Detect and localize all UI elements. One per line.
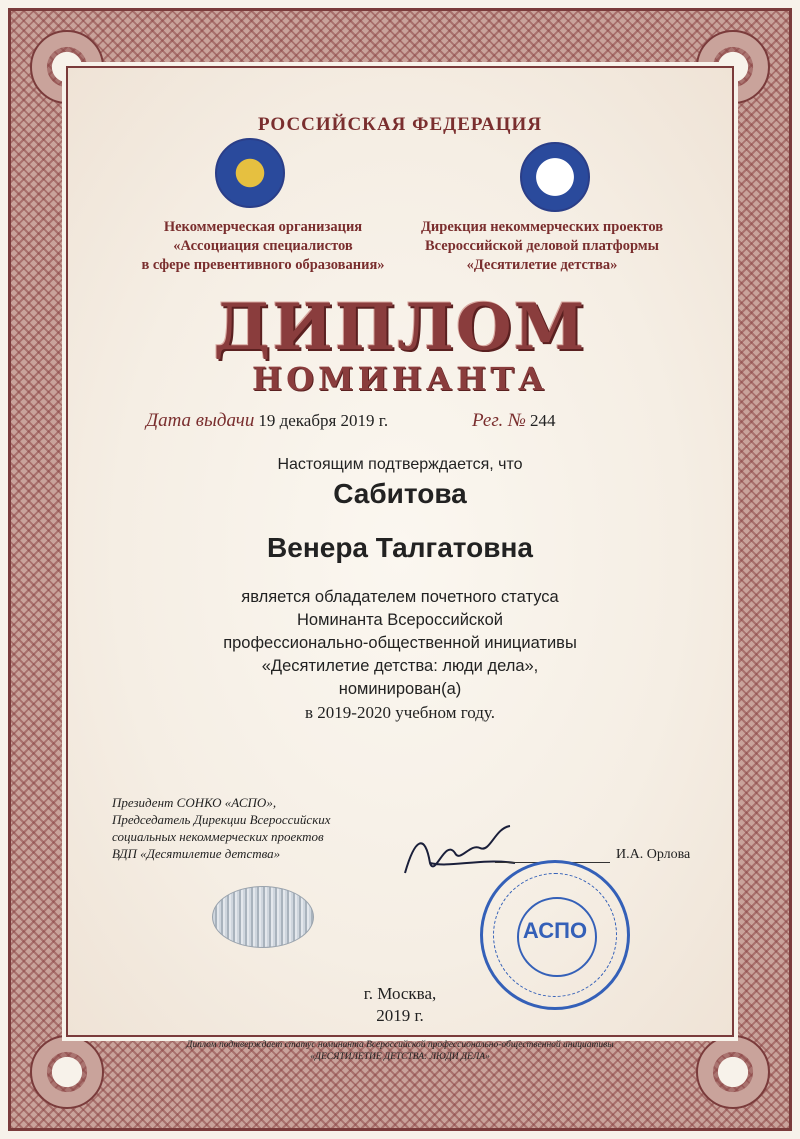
org-right-line: Дирекция некоммерческих проектов — [420, 219, 664, 235]
registration-number — [472, 410, 555, 432]
country-heading: РОССИЙСКАЯ ФЕДЕРАЦИЯ — [257, 114, 543, 135]
handwritten-signature — [400, 818, 520, 888]
statement-line: Номинанта Всероссийской — [297, 611, 503, 629]
org-left-line: Некоммерческая организация — [163, 219, 363, 235]
signer-position-line: Президент СОНКО «АСПО», — [112, 795, 277, 810]
year: 2019 г. — [376, 1006, 424, 1025]
city: г. Москва, — [363, 984, 437, 1003]
statement-line: «Десятилетие детства: люди дела», — [261, 657, 539, 675]
issue-date — [146, 410, 388, 432]
org-left-line: в сфере превентивного образования» — [141, 257, 385, 273]
organization-right — [392, 218, 692, 275]
confirmation-intro: Настоящим подтверждается, что — [277, 456, 523, 473]
organization-left — [118, 218, 408, 275]
reg-number-value: 244 — [529, 411, 556, 430]
org-right-line: «Десятилетие детства» — [466, 257, 618, 273]
issue-date-label: Дата выдачи — [146, 410, 255, 431]
issue-date-value: 19 декабря 2019 г. — [258, 411, 389, 430]
statement-line: профессионально-общественной инициативы — [223, 634, 577, 652]
diploma-subtitle: НОМИНАНТА — [251, 360, 549, 398]
decade-of-childhood-emblem-icon — [520, 142, 590, 212]
recipient-surname: Сабитова — [333, 478, 467, 509]
signer-position — [112, 794, 331, 862]
statement-line: в 2019-2020 учебном году. — [305, 703, 495, 722]
footnote-line: Диплом подтверждает статус номинанта Всероссийской профессионально-общественной инициативы — [186, 1040, 614, 1050]
org-right-line: Всероссийской деловой платформы — [424, 238, 659, 254]
signer-position-line: Председатель Дирекции Всероссийских — [112, 812, 331, 827]
footnote-line: «ДЕСЯТИЛЕТИЕ ДЕТСТВА: ЛЮДИ ДЕЛА» — [310, 1052, 490, 1062]
statement-line: является обладателем почетного статуса — [241, 588, 559, 606]
recipient-name: Венера Талгатовна — [267, 532, 533, 563]
seal-center-text: АСПО — [522, 918, 588, 943]
signer-position-line: ВДП «Десятилетие детства» — [112, 846, 281, 861]
footnote — [0, 1039, 800, 1063]
org-left-line: «Ассоциация специалистов — [173, 238, 353, 254]
signer-position-line: социальных некоммерческих проектов — [112, 829, 324, 844]
issue-place — [0, 983, 800, 1027]
reg-number-label: Рег. № — [472, 410, 526, 431]
hologram-sticker — [212, 886, 314, 948]
award-statement — [0, 586, 800, 724]
statement-line: номинирован(а) — [338, 680, 462, 698]
diploma-title: ДИПЛОМ — [213, 290, 587, 365]
aspo-emblem-icon — [215, 138, 285, 208]
signer-name: И.А. Орлова — [616, 847, 691, 862]
